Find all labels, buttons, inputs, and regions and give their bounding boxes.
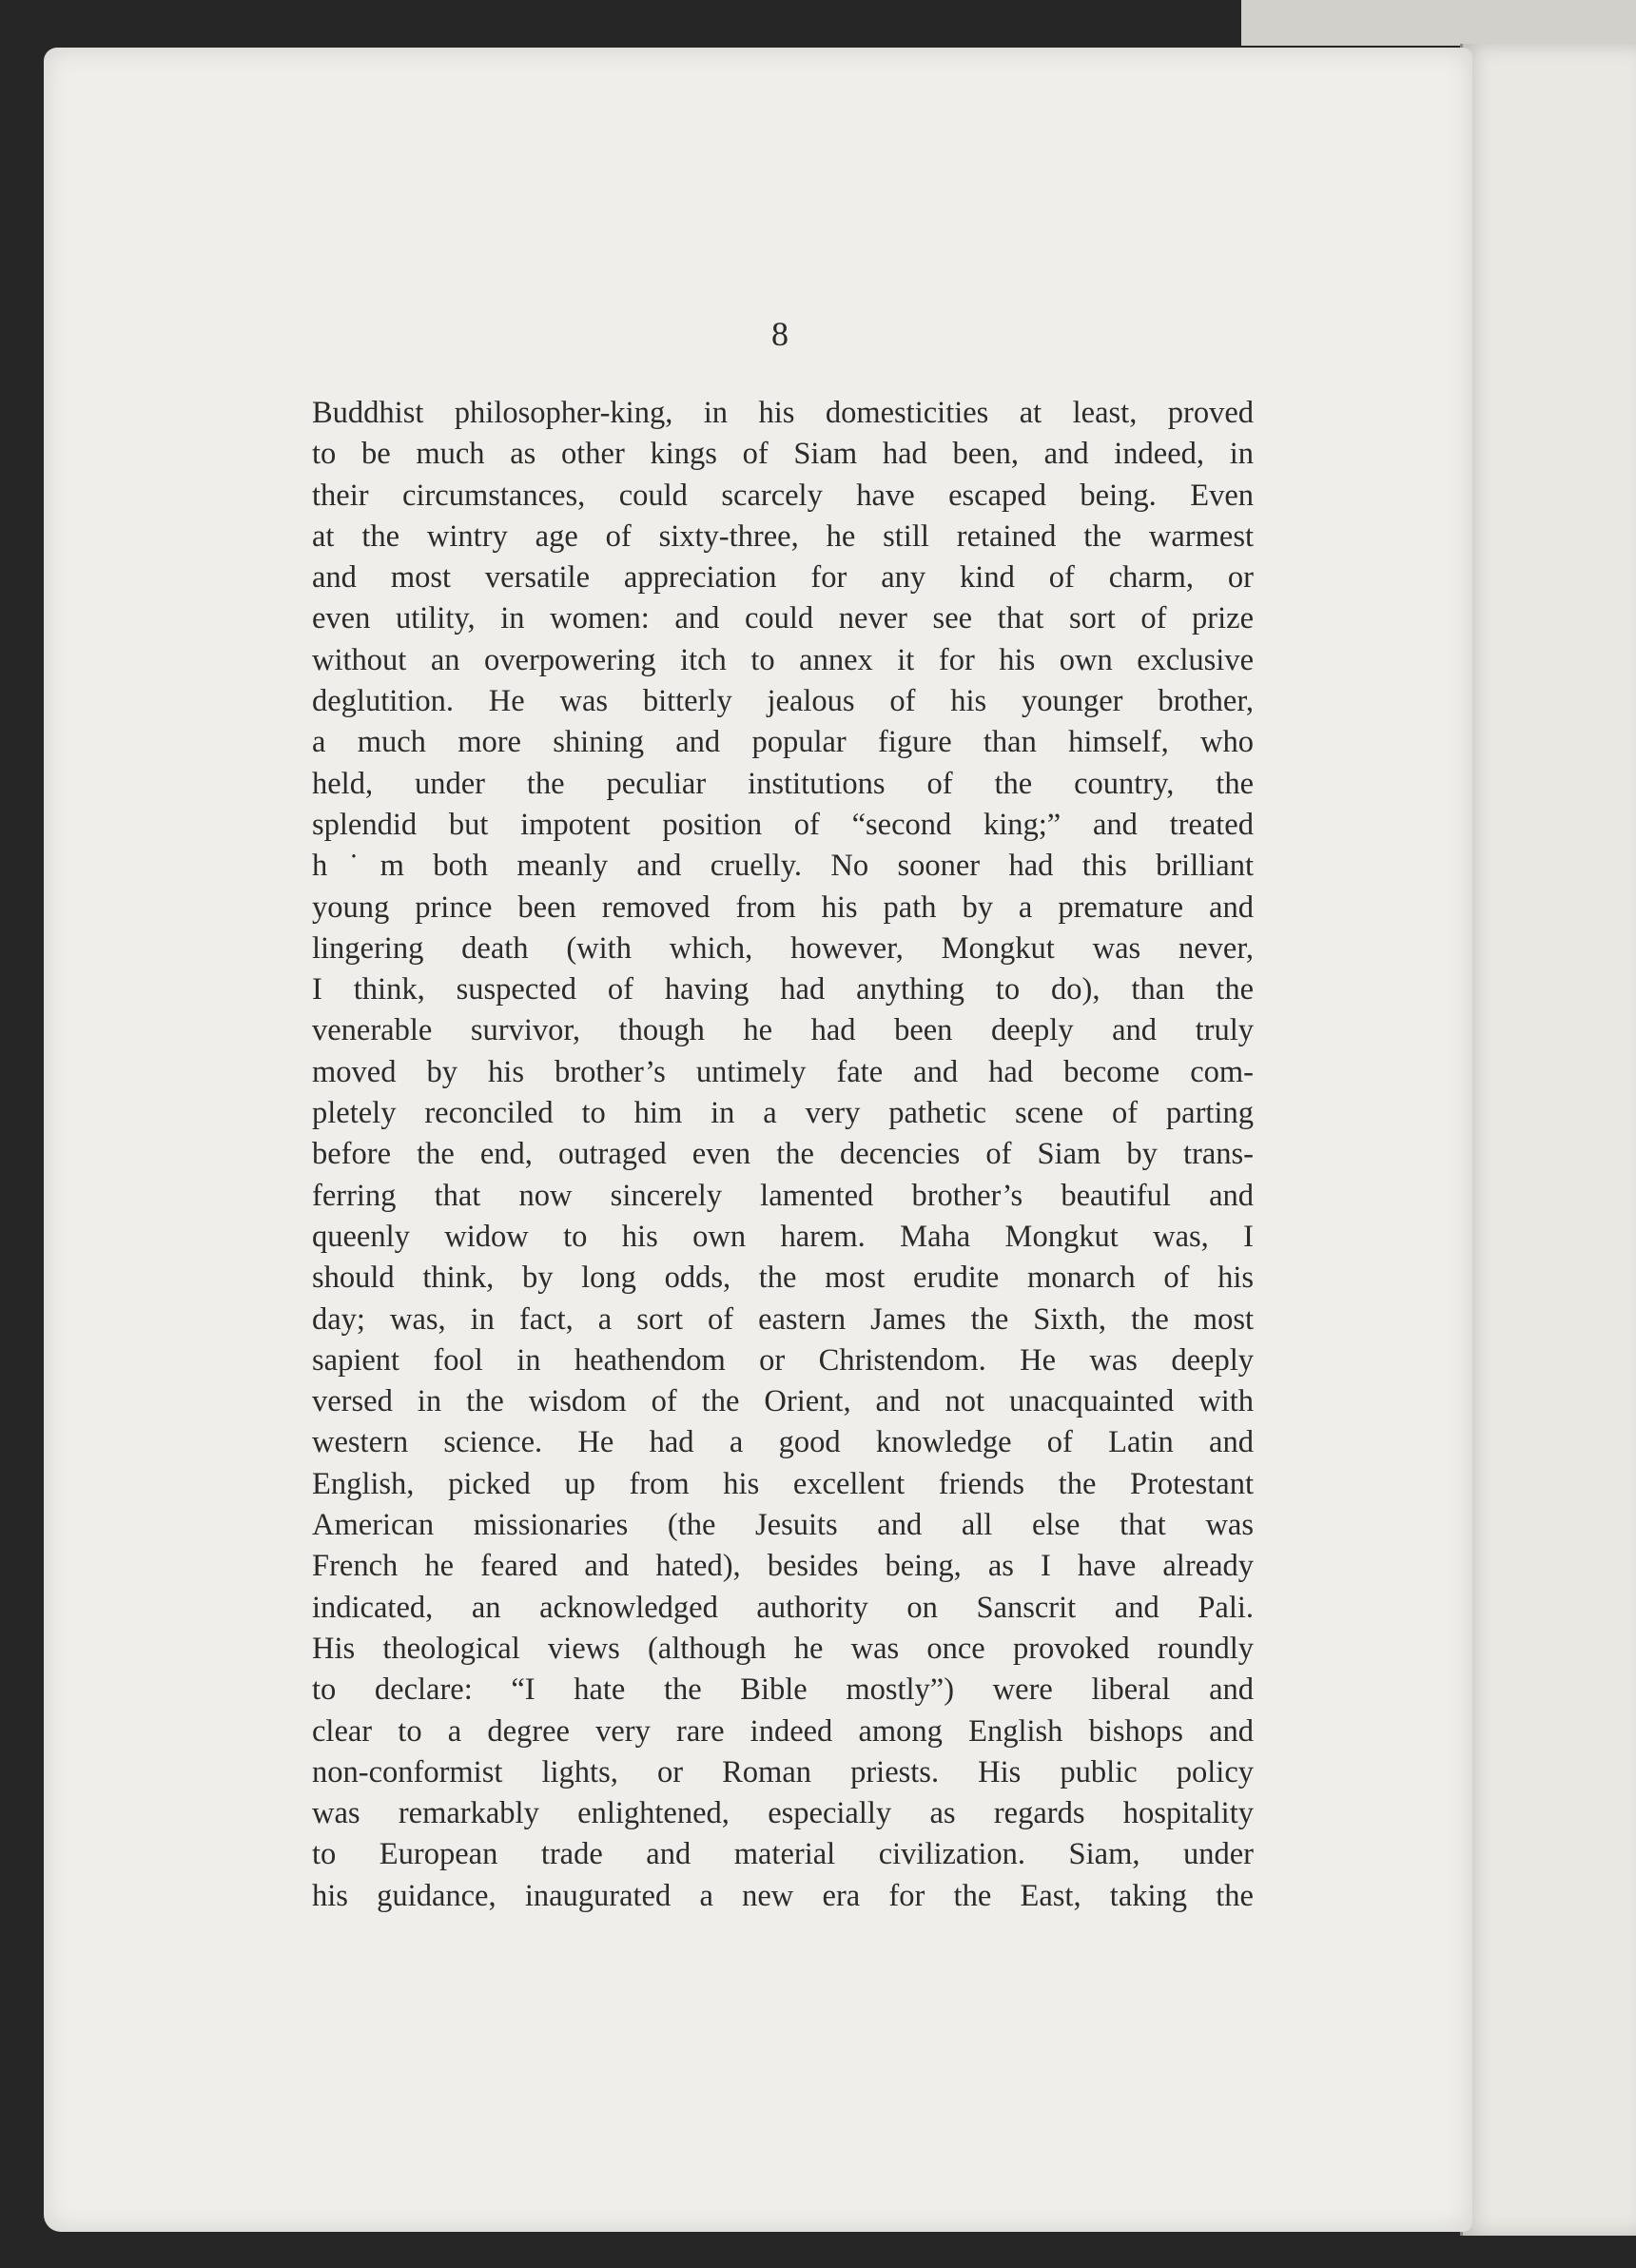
scan-background-strip xyxy=(1241,0,1636,46)
text-line: Buddhist philosopher-king, in his domesticities at least, proved xyxy=(312,396,1254,430)
text-line: without an overpowering itch to annex it for his own exclusive xyxy=(312,642,1254,677)
text-line: English, picked up from his excellent friends the Protestant xyxy=(312,1466,1254,1501)
text-line: American missionaries (the Jesuits and all else that was xyxy=(312,1508,1254,1543)
text-line: was remarkably enlightened, especially as regards hospitality xyxy=(312,1796,1254,1831)
text-line: versed in the wisdom of the Orient, and not unacquainted with xyxy=(312,1384,1254,1419)
text-line: to declare: “I hate the Bible mostly”) were liberal and xyxy=(312,1672,1254,1708)
text-line: western science. He had a good knowledge of Latin and xyxy=(312,1425,1254,1460)
text-line: a much more shining and popular figure than himself, who xyxy=(312,725,1254,760)
text-line: French he feared and hated), besides being, as I have already xyxy=(312,1549,1254,1584)
body-text xyxy=(312,393,1254,1917)
text-line: at the wintry age of sixty-three, he still retained the warmest xyxy=(312,518,1254,554)
text-line: before the end, outraged even the decencies of Siam by trans- xyxy=(312,1137,1254,1172)
text-line: pletely reconciled to him in a very pathetic scene of parting xyxy=(312,1096,1254,1131)
text-line: clear to a degree very rare indeed among English bishops and xyxy=(312,1713,1254,1749)
page-number: 8 xyxy=(771,315,789,353)
text-line: non-conformist lights, or Roman priests. His public policy xyxy=(312,1754,1254,1789)
text-line: ferring that now sincerely lamented brother’s beautiful and xyxy=(312,1178,1254,1213)
text-line: sapient fool in heathendom or Christendom. He was deeply xyxy=(312,1342,1254,1378)
text-line: young prince been removed from his path by a premature and xyxy=(312,890,1254,925)
text-line: to be much as other kings of Siam had been, and indeed, in xyxy=(312,437,1254,472)
facing-page-edge xyxy=(1460,44,1636,2236)
text-line: lingering death (with which, however, Mongkut was never, xyxy=(312,930,1254,966)
text-line: and most versatile appreciation for any kind of charm, or xyxy=(312,560,1254,596)
text-line: His theological views (although he was once provoked roundly xyxy=(312,1631,1254,1666)
text-line: his guidance, inaugurated a new era for the East, taking the xyxy=(312,1878,1254,1913)
text-line: I think, suspected of having had anything to do), than the xyxy=(312,972,1254,1007)
text-line: day; was, in fact, a sort of eastern James the Sixth, the most xyxy=(312,1301,1254,1337)
text-line: moved by his brother’s untimely fate and had become com- xyxy=(312,1054,1254,1089)
text-line: should think, by long odds, the most erudite monarch of his xyxy=(312,1261,1254,1296)
text-line: queenly widow to his own harem. Maha Mongkut was, I xyxy=(312,1219,1254,1254)
text-line: h˙m both meanly and cruelly. No sooner had this brilliant xyxy=(312,849,1254,884)
text-line: held, under the peculiar institutions of the country, the xyxy=(312,766,1254,801)
text-line: even utility, in women: and could never see that sort of prize xyxy=(312,601,1254,636)
text-line: deglutition. He was bitterly jealous of his younger brother, xyxy=(312,684,1254,719)
text-line: their circumstances, could scarcely have escaped being. Even xyxy=(312,478,1254,513)
text-line: to European trade and material civilization. Siam, under xyxy=(312,1837,1254,1872)
text-line: indicated, an acknowledged authority on Sanscrit and Pali. xyxy=(312,1590,1254,1625)
text-line: splendid but impotent position of “second king;” and treated xyxy=(312,807,1254,842)
text-line: venerable survivor, though he had been deeply and truly xyxy=(312,1013,1254,1048)
